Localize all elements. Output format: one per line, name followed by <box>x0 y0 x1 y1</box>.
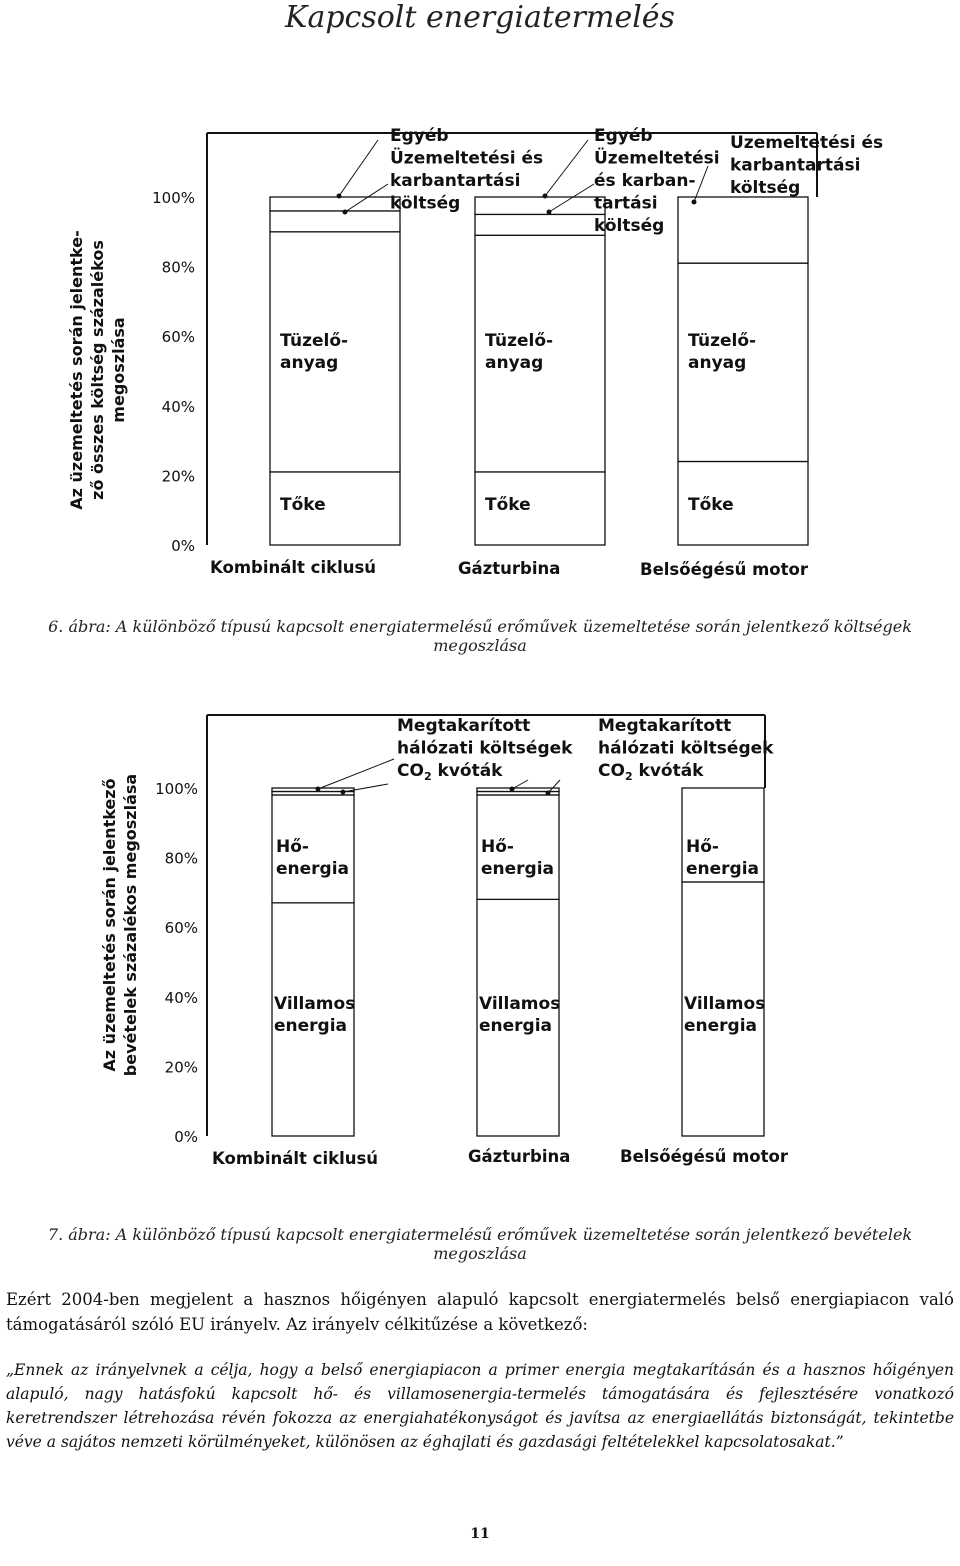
annotation-label: Üzemeltetési <box>594 148 720 169</box>
page-number: 11 <box>470 1526 490 1542</box>
y-tick-label: 20% <box>164 1058 198 1077</box>
y-tick-label: 0% <box>174 1128 198 1146</box>
segment-label-electric: energia <box>479 1016 553 1036</box>
annotation-dot <box>316 787 321 792</box>
annotation-label: Üzemeltetési és <box>730 133 884 153</box>
y-tick-label: 100% <box>152 189 195 207</box>
segment-label-heat: Hő- <box>276 837 309 857</box>
category-label: Gázturbina <box>468 1147 571 1166</box>
segment-label-fuel: Tüzelő- <box>485 331 554 351</box>
annotation-label: költség <box>730 178 801 198</box>
segment-label-heat: energia <box>481 859 555 879</box>
y-tick-label: 100% <box>155 780 198 798</box>
y-tick-label: 60% <box>164 919 198 938</box>
category-label: Belsőégésű motor <box>640 560 808 579</box>
annotation-label: Megtakarított <box>598 716 732 736</box>
category-label: Kombinált ciklusú <box>210 558 377 577</box>
y-tick-label: 80% <box>161 258 195 277</box>
annotation-label: karbantartási <box>730 155 861 176</box>
y-tick-label: 80% <box>164 849 198 868</box>
annotation-dot <box>546 791 551 796</box>
y-tick-label: 40% <box>164 988 198 1007</box>
category-label: Belsőégésű motor <box>620 1147 788 1166</box>
y-tick-label: 0% <box>171 537 195 555</box>
y-axis-label: Az üzemeltetés során jelentkező <box>100 778 119 1072</box>
y-tick-label: 40% <box>161 397 195 416</box>
annotation-label: hálózati költségek <box>598 738 774 759</box>
directive-quote: „Ennek az irányelvnek a célja, hogy a belső energiapiacon a primer energia megtakarításán és a hasznos hőigényen alapuló, nagy hatásfokú kapcsolt hő- és villamosenergia-termelés támogatására és fejlesztésére vonatkozó keretrendszer létrehozása révén fokozza az energiahatékonyságot és javítsa az energiaellátás biztonságát, tekintetbe véve a sajátos nemzeti körülményeket, különösen az éghajlati és gazdasági feltételekkel kapcsolatosakat.” <box>6 1361 954 1451</box>
y-axis-label: Az üzemeltetés során jelentke- <box>67 230 86 510</box>
annotation-label: tartási <box>594 193 658 214</box>
segment-label-capital: Tőke <box>280 495 326 515</box>
annotation-label: és karban- <box>594 171 696 191</box>
segment-label-capital: Tőke <box>688 495 734 515</box>
page-header: Kapcsolt energiatermelés <box>285 0 675 35</box>
figure-6-caption: 6. ábra: A különböző típusú kapcsolt energiatermelésű erőművek üzemeltetése során jelentkező költségek megoszlása <box>48 617 912 655</box>
y-tick-label: 20% <box>161 467 195 486</box>
category-label: Kombinált ciklusú <box>212 1149 379 1168</box>
segment-label-electric: energia <box>684 1016 758 1036</box>
y-axis-label: bevételek százalékos megoszlása <box>121 773 140 1077</box>
annotation-dot <box>341 790 346 795</box>
segment-label-fuel: Tüzelő- <box>280 331 349 351</box>
segment-label-heat: Hő- <box>481 837 514 857</box>
segment-label-electric: Villamos <box>274 994 356 1014</box>
segment-label-heat: Hő- <box>686 837 719 857</box>
segment-label-fuel: anyag <box>688 353 747 373</box>
annotation-label: Megtakarított <box>397 716 531 736</box>
annotation-label: költség <box>594 216 665 236</box>
annotation-label: $CO_2$ kvóták <box>397 761 503 783</box>
segment-label-electric: Villamos <box>684 994 766 1014</box>
y-axis-label: ző összes költség százalékos <box>88 240 107 500</box>
annotation-label: $CO_2$ kvóták <box>598 761 704 783</box>
segment-label-heat: energia <box>686 859 760 879</box>
segment-label-capital: Tőke <box>485 495 531 515</box>
annotation-label: karbantartási <box>390 171 521 191</box>
annotation-label: hálózati költségek <box>397 738 573 759</box>
body-paragraph: Ezért 2004-ben megjelent a hasznos hőigényen alapuló kapcsolt energiatermelés belső energiapiacon való támogatásáról szóló EU irányelv. Az irányelv célkitűzése a következő: <box>6 1290 954 1334</box>
segment-label-heat: energia <box>276 859 350 879</box>
figure-7-caption: 7. ábra: A különböző típusú kapcsolt energiatermelésű erőművek üzemeltetése során jelentkező bevételek megoszlása <box>47 1225 913 1263</box>
segment-label-electric: Villamos <box>479 994 561 1014</box>
annotation-label: Egyéb <box>390 126 449 146</box>
category-label: Gázturbina <box>458 559 561 578</box>
annotation-label: Üzemeltetési és <box>390 148 544 169</box>
segment-label-fuel: anyag <box>485 353 544 373</box>
y-axis-label: megoszlása <box>109 317 128 423</box>
annotation-label: Egyéb <box>594 126 653 146</box>
segment-label-electric: energia <box>274 1016 348 1036</box>
segment-label-fuel: Tüzelő- <box>688 331 757 351</box>
y-tick-label: 60% <box>161 328 195 347</box>
annotation-dot <box>510 787 515 792</box>
annotation-label: költség <box>390 193 461 214</box>
segment-label-fuel: anyag <box>280 353 339 373</box>
